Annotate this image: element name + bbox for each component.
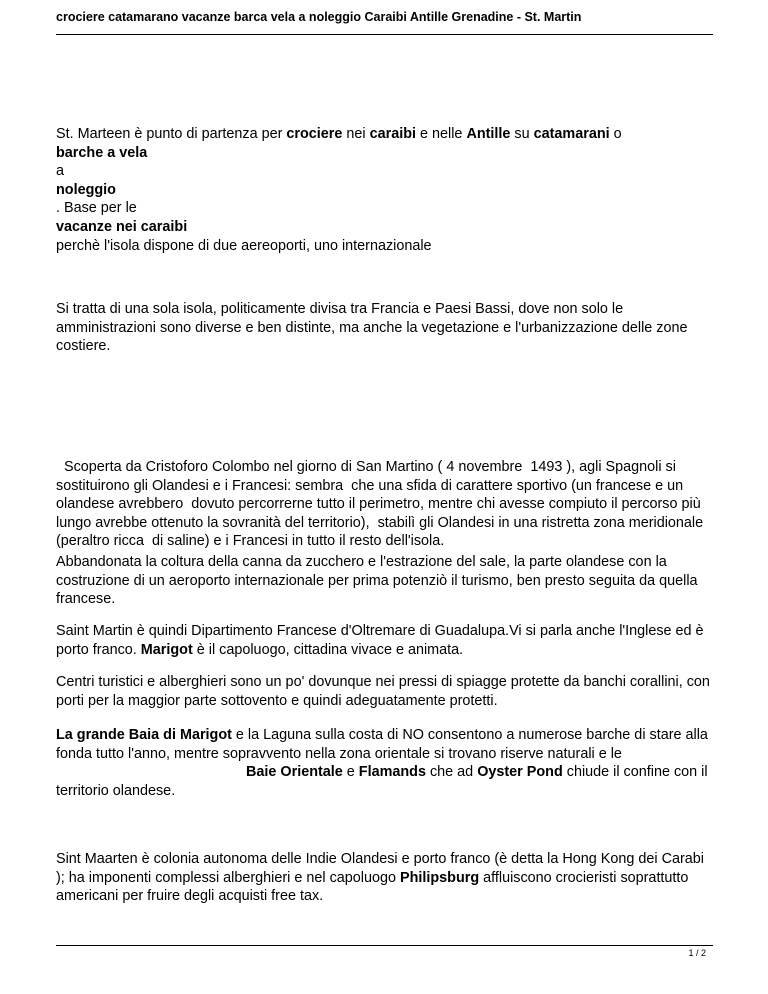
paragraph-marigot bbox=[56, 726, 716, 800]
text: e la Laguna sulla costa di NO consentono a numerose barche di stare alla fonda tutto l'anno, mentre sopravvento nella zona orientale si trovano riserve naturali e le bbox=[56, 727, 708, 762]
text: e nelle bbox=[416, 126, 467, 142]
paragraph-island: Si tratta di una sola isola, politicamente divisa tra Francia e Paesi Bassi, dove non solo le amministrazioni sono diverse e ben distinte, ma anche la vegetazione e l'urbanizzazione delle zone costiere. bbox=[56, 301, 688, 355]
text: su bbox=[510, 126, 534, 142]
bold-text: crociere bbox=[286, 126, 343, 142]
text: e bbox=[342, 764, 359, 781]
paragraph-history: Scoperta da Cristoforo Colombo nel giorno di San Martino ( 4 novembre 1493 ), agli Spagnoli si sostituirono gli Olandesi e i Francesi: sembra che una sfida di carattere sportivo (un francese e un olandese avrebbero dovuto percorrerne tutto il perimetro, mentre chi avesse compiuto il percorso più lungo avrebbe ottenuto la sovranità del territorio), stabilì gli Olandesi in una ristretta zona meridionale (peraltro ricca di saline) e i Francesi in tutto il resto dell'isola. bbox=[56, 459, 708, 550]
bold-text: Antille bbox=[466, 126, 511, 142]
text: chiude il confine con il territorio olandese. bbox=[56, 764, 708, 799]
paragraph-economy: Abbandonata la coltura della canna da zucchero e l'estrazione del sale, la parte olandese con la costruzione di un aeroporto internazionale per prima potenziò il turismo, ben presto seguita da quella francese. bbox=[56, 554, 698, 608]
text: è il capoluogo, cittadina vivace e animata. bbox=[192, 641, 464, 658]
text: Sint Maarten è colonia autonoma delle Indie Olandesi e porto franco (è detta la Hong Kong dei Carabi ); ha imponenti complessi alberghieri e nel capoluogo bbox=[56, 851, 704, 886]
text: St. Marteen è punto di partenza per bbox=[56, 126, 287, 142]
text: Saint Martin è quindi Dipartimento Francese d'Oltremare di Guadalupa.Vi si parla anche l'Inglese ed è porto franco. bbox=[56, 623, 704, 658]
bold-text: catamarani bbox=[533, 126, 610, 142]
text: a bbox=[56, 163, 65, 180]
page-header-title: crociere catamarano vacanze barca vela a noleggio Caraibi Antille Grenadine - St. Martin bbox=[56, 10, 582, 24]
paragraph-intro bbox=[56, 125, 716, 255]
header-divider bbox=[56, 34, 713, 35]
bold-text: Baie Orientale bbox=[246, 764, 343, 781]
bold-text: La grande Baia di Marigot bbox=[56, 727, 232, 743]
text: o bbox=[609, 126, 622, 142]
bold-text: noleggio bbox=[56, 181, 116, 198]
paragraph-saint-martin bbox=[56, 622, 716, 659]
bold-text: vacanze nei caraibi bbox=[56, 218, 188, 235]
bold-text: Oyster Pond bbox=[477, 764, 563, 781]
text: nei bbox=[342, 126, 370, 142]
text: affluiscono crocieristi soprattutto americani per fruire degli acquisti free tax. bbox=[56, 869, 689, 905]
bold-text: Flamands bbox=[358, 764, 426, 781]
paragraph-tourism: Centri turistici e alberghieri sono un po' dovunque nei pressi di spiagge protette da banchi corallini, con porti per la maggior parte sottovento e quindi adeguatamente protetti. bbox=[56, 674, 710, 709]
bold-text: Philipsburg bbox=[399, 869, 480, 886]
page-number: 1 / 2 bbox=[688, 948, 706, 958]
bold-text: Marigot bbox=[140, 641, 193, 658]
text: . Base per le bbox=[56, 200, 137, 217]
bold-text: caraibi bbox=[369, 126, 417, 142]
text: perchè l'isola dispone di due aereoporti, uno internazionale bbox=[56, 237, 432, 254]
text: che ad bbox=[425, 764, 478, 781]
bold-text: barche a vela bbox=[56, 144, 148, 161]
footer-divider bbox=[56, 945, 713, 946]
paragraph-sint-maarten bbox=[56, 850, 716, 906]
